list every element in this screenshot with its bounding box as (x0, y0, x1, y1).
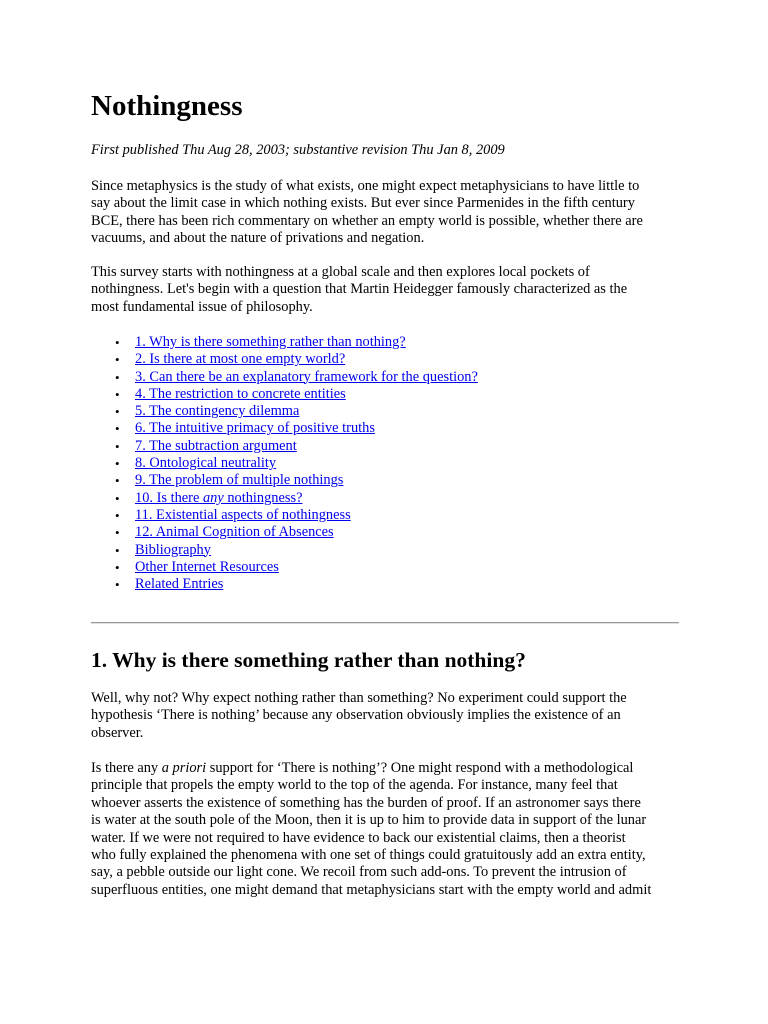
bullet-icon: • (115, 404, 120, 420)
bullet-icon: • (115, 421, 120, 437)
text-line: most fundamental issue of philosophy. (91, 298, 313, 315)
toc-link-text: 10. Is there (135, 489, 203, 506)
text-run: support for ‘There is nothing’? One might respond with a methodological (206, 760, 634, 776)
text-line: Since metaphysics is the study of what exists, one might expect metaphysicians to have little to (91, 178, 640, 194)
toc-item (91, 490, 478, 507)
bullet-icon: • (115, 559, 120, 575)
table-of-contents (91, 334, 478, 593)
toc-item (91, 576, 478, 593)
text-line: observer. (91, 724, 144, 741)
section-paragraph-2 (91, 760, 683, 899)
toc-link-section-7[interactable]: 7. The subtraction argument (135, 437, 297, 454)
bullet-icon: • (115, 525, 120, 541)
text-line: superfluous entities, one might demand that metaphysicians start with the empty world and admit (91, 881, 652, 898)
bullet-icon: • (115, 335, 120, 350)
bullet-icon: • (115, 507, 120, 523)
toc-link-related-entries[interactable]: Related Entries (135, 576, 224, 593)
text-line: Well, why not? Why expect nothing rather than something? No experiment could support the (91, 690, 627, 706)
toc-item (91, 455, 478, 472)
text-line: water. If we were not required to have evidence to back our existential claims, then a theorist (91, 829, 626, 846)
text-line: hypothesis ‘There is nothing’ because any observation obviously implies the existence of an (91, 707, 621, 724)
toc-item (91, 420, 478, 437)
toc-link-section-6[interactable]: 6. The intuitive primacy of positive truths (135, 420, 375, 437)
toc-item (91, 524, 478, 541)
toc-link-bibliography[interactable]: Bibliography (135, 541, 211, 558)
bullet-icon: • (115, 542, 120, 558)
page-title: Nothingness (91, 90, 243, 122)
toc-item (91, 403, 478, 420)
toc-link-section-2[interactable]: 2. Is there at most one empty world? (135, 351, 346, 368)
toc-item (91, 386, 478, 403)
toc-link-section-4[interactable]: 4. The restriction to concrete entities (135, 385, 346, 402)
text-line: say about the limit case in which nothing exists. But ever since Parmenides in the fifth century (91, 195, 635, 212)
toc-item (91, 472, 478, 489)
bullet-icon: • (115, 438, 120, 454)
toc-item (91, 351, 478, 368)
text-line (91, 760, 683, 777)
toc-item (91, 507, 478, 524)
publication-info: First published Thu Aug 28, 2003; substantive revision Thu Jan 8, 2009 (91, 142, 505, 158)
text-line: vacuums, and about the nature of privations and negation. (91, 230, 425, 247)
toc-link-section-1[interactable]: 1. Why is there something rather than nothing? (135, 334, 406, 350)
toc-link-internet-resources[interactable]: Other Internet Resources (135, 558, 279, 575)
text-line: BCE, there has been rich commentary on whether an empty world is possible, whether there are (91, 212, 643, 229)
toc-link-emphasis: any (202, 489, 224, 506)
toc-link-section-12[interactable]: 12. Animal Cognition of Absences (135, 524, 334, 541)
text-line: whoever asserts the existence of something has the burden of proof. If an astronomer says there (91, 794, 641, 811)
toc-item (91, 438, 478, 455)
toc-link-section-5[interactable]: 5. The contingency dilemma (135, 403, 300, 420)
bullet-icon: • (115, 577, 120, 593)
toc-item (91, 542, 478, 559)
toc-link-section-11[interactable]: 11. Existential aspects of nothingness (135, 506, 351, 523)
bullet-icon: • (115, 490, 120, 506)
text-line: This survey starts with nothingness at a global scale and then explores local pockets of (91, 264, 590, 280)
text-line: is water at the south pole of the Moon, then it is up to him to provide data in support of the lunar (91, 812, 647, 829)
intro-paragraph-1 (91, 178, 683, 248)
toc-link-section-3[interactable]: 3. Can there be an explanatory framework for the question? (135, 368, 478, 385)
section-paragraph-1 (91, 690, 683, 742)
text-line: say, a pebble outside our light cone. We recoil from such add-ons. To prevent the intrusion of (91, 864, 627, 881)
bullet-icon: • (115, 456, 120, 472)
toc-item (91, 559, 478, 576)
text-line: principle that propels the empty world to the top of the agenda. For instance, many feel that (91, 777, 618, 794)
toc-link-text: nothingness? (223, 489, 303, 506)
horizontal-divider (91, 622, 679, 624)
text-run: Is there any (91, 760, 162, 776)
text-line: who fully explained the phenomena with one set of things could gratuitously add an extra entity, (91, 847, 646, 864)
emphasis-text: a priori (161, 760, 207, 776)
toc-item (91, 334, 478, 351)
toc-item (91, 369, 478, 386)
intro-paragraph-2 (91, 264, 683, 316)
toc-link-section-10[interactable] (135, 490, 302, 506)
bullet-icon: • (115, 473, 120, 489)
toc-link-section-9[interactable]: 9. The problem of multiple nothings (135, 472, 344, 489)
bullet-icon: • (115, 386, 120, 402)
section-heading: 1. Why is there something rather than nothing? (91, 648, 526, 672)
bullet-icon: • (115, 352, 120, 368)
toc-link-section-8[interactable]: 8. Ontological neutrality (135, 455, 277, 472)
bullet-icon: • (115, 369, 120, 385)
text-line: nothingness. Let's begin with a question that Martin Heidegger famously characterized as the (91, 281, 628, 298)
